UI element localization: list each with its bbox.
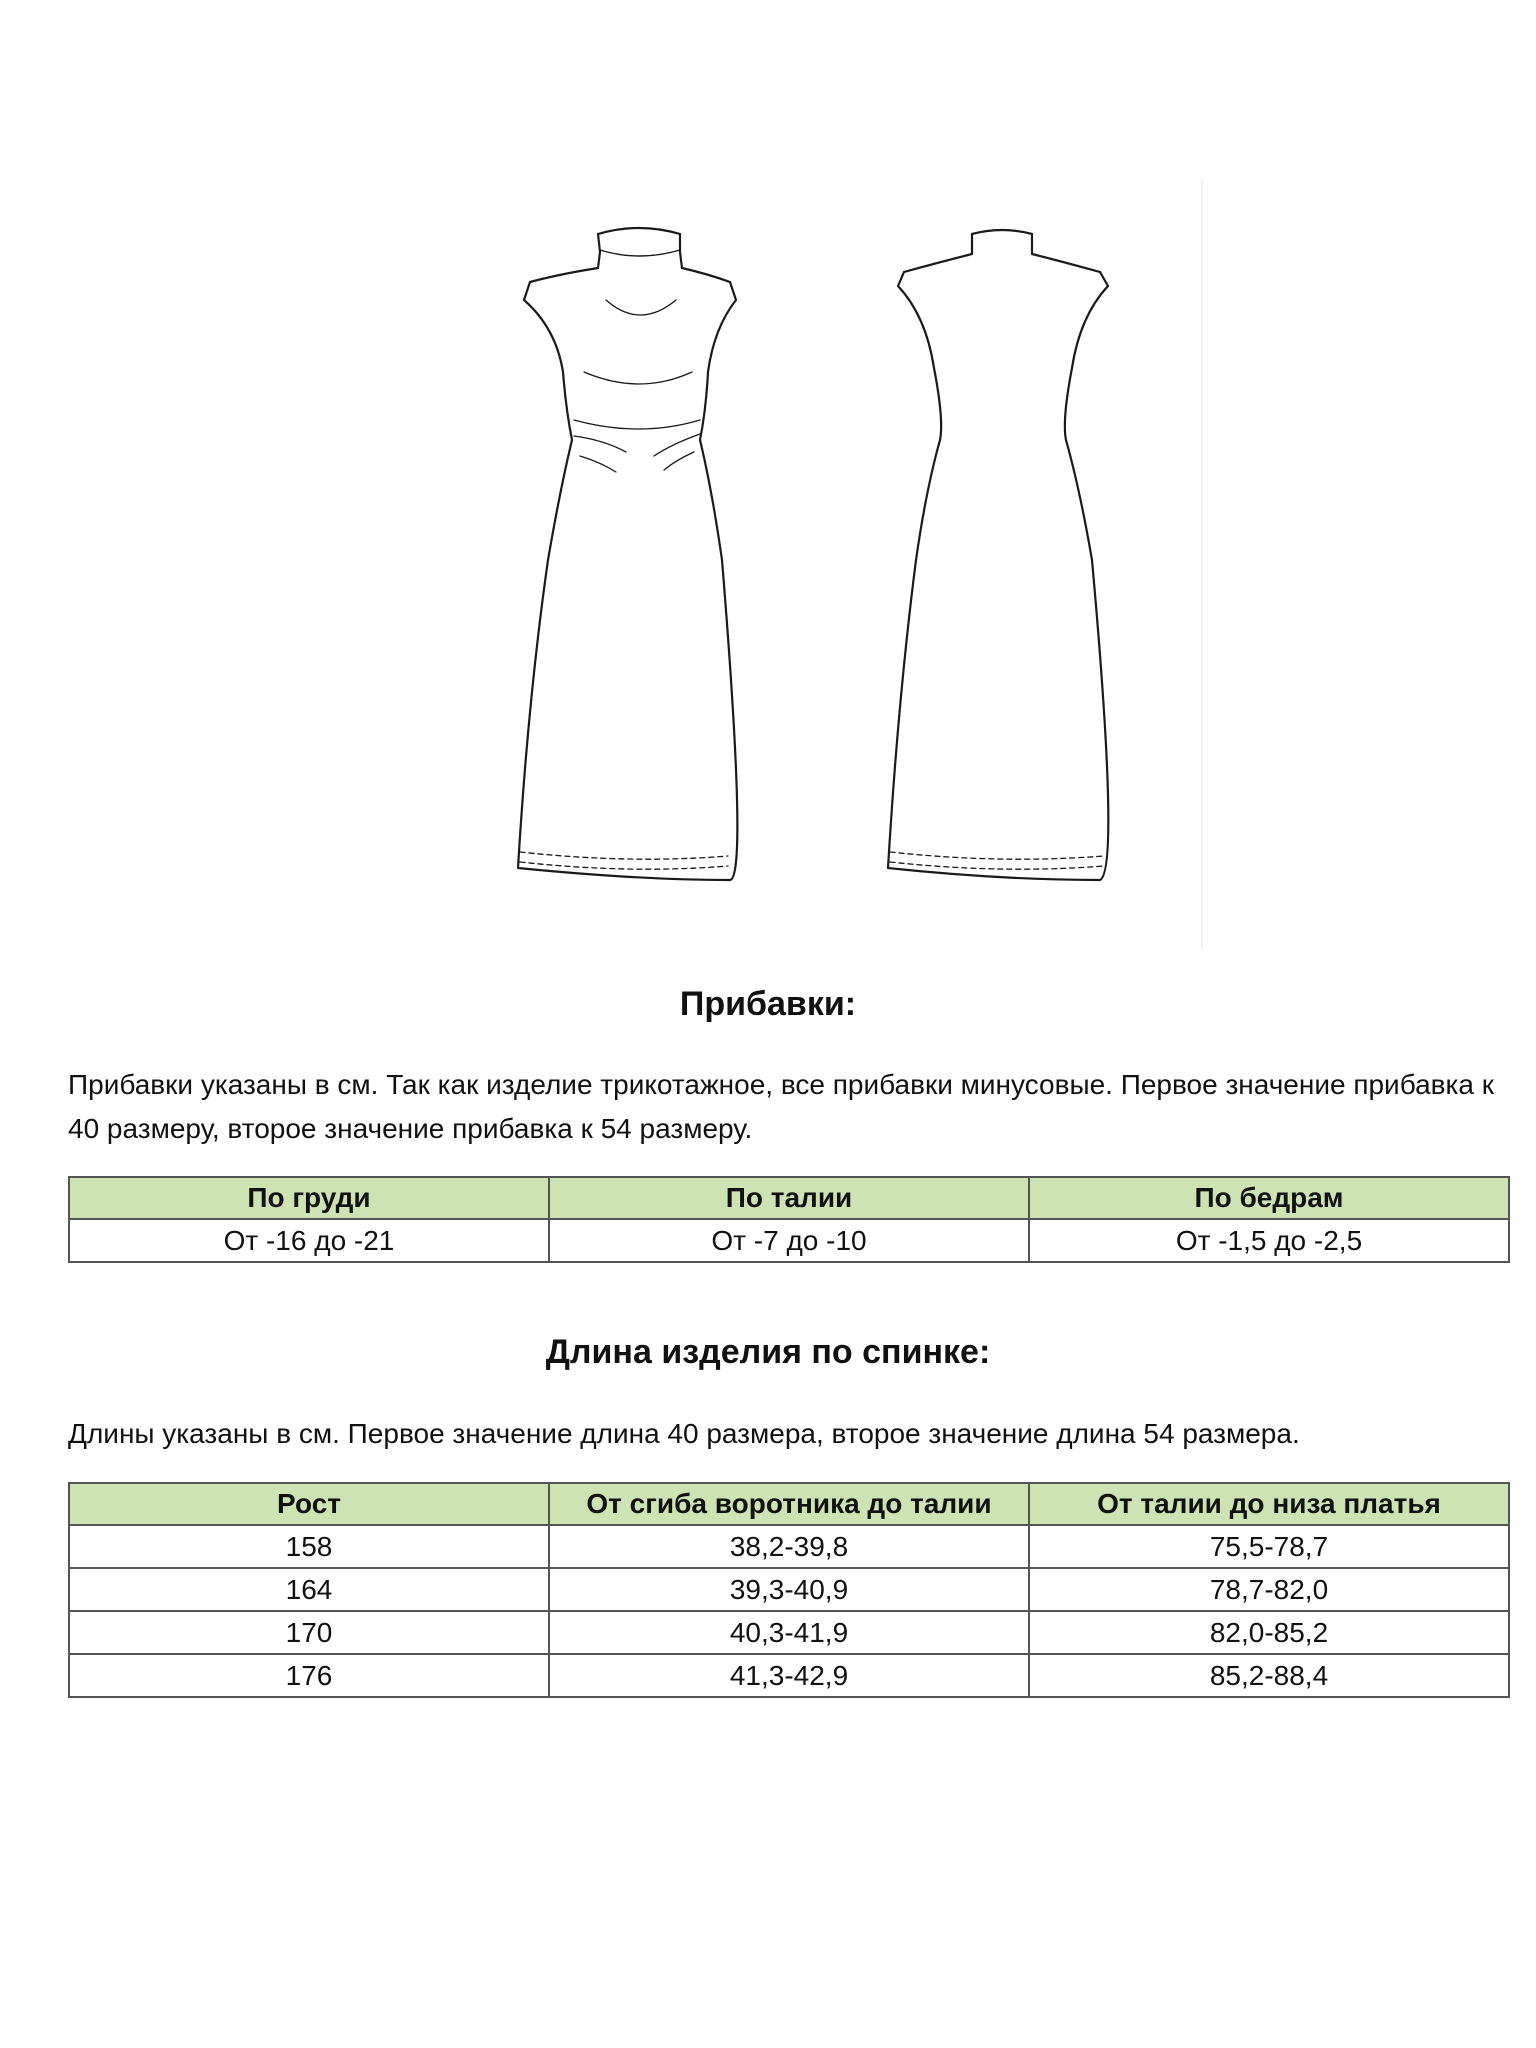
cell-collar-to-waist: 41,3-42,9: [549, 1654, 1029, 1697]
length-description: Длины указаны в см. Первое значение длина 40 размера, второе значение длина 54 размера.: [68, 1418, 1300, 1449]
table-header-row: [69, 1177, 1509, 1219]
table-row: [69, 1611, 1509, 1654]
length-heading: Длина изделия по спинке:: [545, 1333, 991, 1371]
cell-waist-to-hem: 82,0-85,2: [1029, 1611, 1509, 1654]
header-hips: По бедрам: [1029, 1177, 1509, 1219]
cell-collar-to-waist: 40,3-41,9: [549, 1611, 1029, 1654]
header-height: Рост: [69, 1483, 549, 1525]
table-row: [69, 1568, 1509, 1611]
cell-height: 170: [69, 1611, 549, 1654]
value-hips: От -1,5 до -2,5: [1029, 1219, 1509, 1262]
dress-sketch: [0, 0, 1536, 960]
header-bust: По груди: [69, 1177, 549, 1219]
sketch-divider: [1201, 180, 1203, 950]
table-row: [69, 1654, 1509, 1697]
cell-waist-to-hem: 78,7-82,0: [1029, 1568, 1509, 1611]
cell-waist-to-hem: 85,2-88,4: [1029, 1654, 1509, 1697]
cell-height: 164: [69, 1568, 549, 1611]
header-waist-to-hem: От талии до низа платья: [1029, 1483, 1509, 1525]
length-table: [68, 1482, 1510, 1698]
cell-collar-to-waist: 39,3-40,9: [549, 1568, 1029, 1611]
table-row: [69, 1219, 1509, 1262]
allowances-heading: Прибавки:: [679, 985, 857, 1023]
value-waist: От -7 до -10: [549, 1219, 1029, 1262]
dress-back-view: [888, 230, 1108, 880]
header-collar-to-waist: От сгиба воротника до талии: [549, 1483, 1029, 1525]
dress-front-view: [518, 228, 737, 880]
allowances-table: [68, 1176, 1510, 1263]
value-bust: От -16 до -21: [69, 1219, 549, 1262]
cell-collar-to-waist: 38,2-39,8: [549, 1525, 1029, 1568]
cell-waist-to-hem: 75,5-78,7: [1029, 1525, 1509, 1568]
header-waist: По талии: [549, 1177, 1029, 1219]
allowances-description: Прибавки указаны в см. Так как изделие трикотажное, все прибавки минусовые. Первое значение прибавка к 40 размеру, второе значение прибавка к 54 размеру.: [68, 1069, 1495, 1144]
table-header-row: [69, 1483, 1509, 1525]
cell-height: 176: [69, 1654, 549, 1697]
cell-height: 158: [69, 1525, 549, 1568]
table-row: [69, 1525, 1509, 1568]
